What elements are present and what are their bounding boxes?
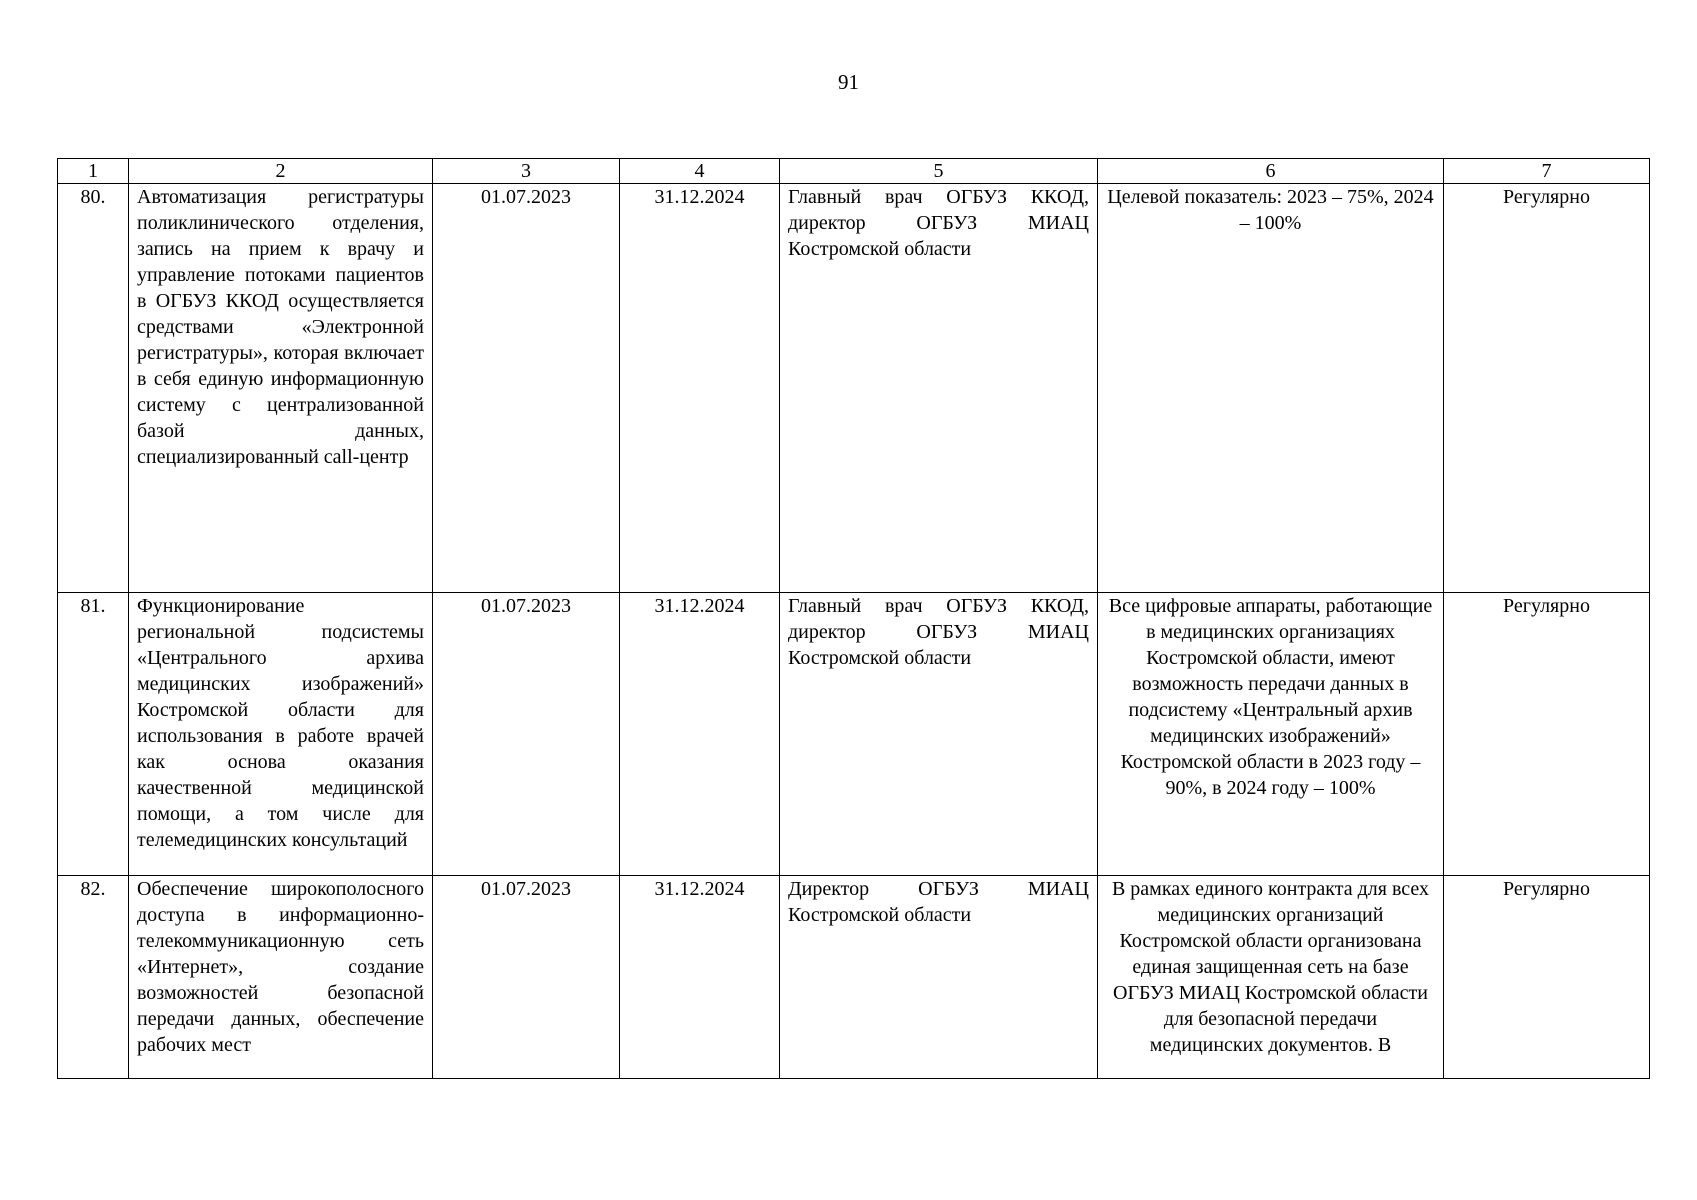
start-date: 01.07.2023 (433, 876, 620, 1079)
frequency: Регулярно (1444, 593, 1650, 876)
frequency: Регулярно (1444, 184, 1650, 593)
expected-result: В рамках единого контракта для всех медицинских организаций Костромской области организована единая защищенная сеть на базе ОГБУЗ МИАЦ Костромской области для безопасной передачи медицинских документов. В (1098, 876, 1444, 1079)
expected-result: Целевой показатель: 2023 – 75%, 2024 – 100% (1098, 184, 1444, 593)
row-number: 81. (58, 593, 129, 876)
frequency: Регулярно (1444, 876, 1650, 1079)
column-header: 5 (780, 159, 1098, 184)
responsible-party: Директор ОГБУЗ МИАЦ Костромской области (780, 876, 1098, 1079)
table-row (58, 593, 1650, 876)
row-number: 80. (58, 184, 129, 593)
action-description: Обеспечение широкополосного доступа в информационно-телекоммуникационную сеть «Интернет», создание возможностей безопасной передачи данных, обеспечение рабочих мест (129, 876, 433, 1079)
action-description: Функционирование региональной подсистемы «Центрального архива медицинских изображений» Костромской области для использования в работе врачей как основа оказания качественной медицинской помощи, а том числе для телемедицинских консультаций (129, 593, 433, 876)
row-number: 82. (58, 876, 129, 1079)
expected-result: Все цифровые аппараты, работающие в медицинских организациях Костромской области, имеют возможность передачи данных в подсистему «Центральный архив медицинских изображений» Костромской области в 2023 году – 90%, в 2024 году – 100% (1098, 593, 1444, 876)
measures-table (57, 158, 1650, 1079)
column-header-row (58, 159, 1650, 184)
column-header: 4 (620, 159, 780, 184)
action-description: Автоматизация регистратуры поликлинического отделения, запись на прием к врачу и управление потоками пациентов в ОГБУЗ ККОД осуществляется средствами «Электронной регистратуры», которая включает в себя единую информационную систему с централизованной базой данных, специализированный call-центр (129, 184, 433, 593)
table-row (58, 876, 1650, 1079)
column-header: 7 (1444, 159, 1650, 184)
end-date: 31.12.2024 (620, 184, 780, 593)
column-header: 6 (1098, 159, 1444, 184)
column-header: 3 (433, 159, 620, 184)
start-date: 01.07.2023 (433, 593, 620, 876)
page-number: 91 (838, 70, 859, 94)
start-date: 01.07.2023 (433, 184, 620, 593)
column-header: 1 (58, 159, 129, 184)
column-header: 2 (129, 159, 433, 184)
end-date: 31.12.2024 (620, 593, 780, 876)
end-date: 31.12.2024 (620, 876, 780, 1079)
responsible-party: Главный врач ОГБУЗ ККОД, директор ОГБУЗ МИАЦ Костромской области (780, 184, 1098, 593)
responsible-party: Главный врач ОГБУЗ ККОД, директор ОГБУЗ МИАЦ Костромской области (780, 593, 1098, 876)
table-row (58, 184, 1650, 593)
